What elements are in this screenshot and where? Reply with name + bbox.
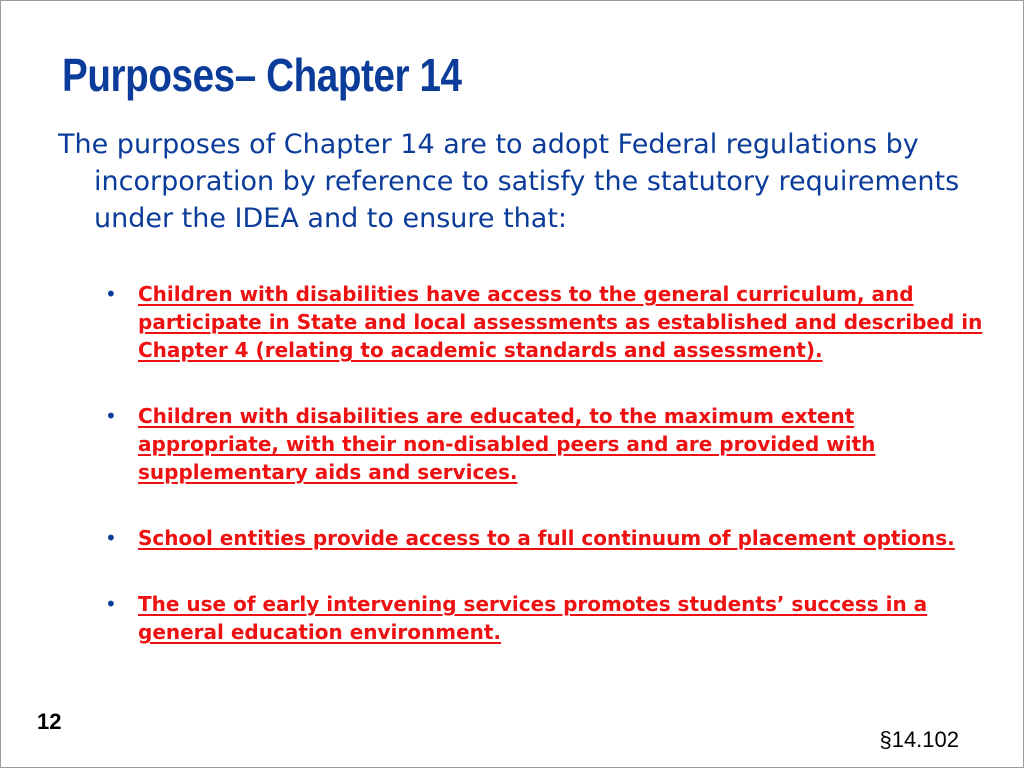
intro-paragraph: The purposes of Chapter 14 are to adopt Federal regulations by incorporation by reference to satisfy the statutory requirements under the IDEA and to ensure that: — [58, 129, 960, 234]
bullet-text: Children with disabilities have access to the general curriculum, and participate in State and local assessments as established and described in Chapter 4 (relating to academic standards and assessment). — [138, 282, 983, 362]
bullet-text: Children with disabilities are educated, to the maximum extent appropriate, with their non-disabled peers and are provided with supplementary aids and services. — [138, 404, 876, 484]
bullet-text: The use of early intervening services promotes students’ success in a general education environment. — [138, 592, 928, 644]
bullet-dot-icon: • — [105, 404, 117, 428]
bullet-item — [105, 402, 985, 486]
slide-title: Purposes– Chapter 14 — [62, 49, 462, 101]
page-number: 12 — [37, 709, 62, 734]
bullet-dot-icon: • — [105, 592, 117, 616]
bullet-item — [105, 280, 985, 364]
bullet-item — [105, 524, 985, 552]
bullet-dot-icon: • — [105, 526, 117, 550]
bullet-list — [105, 280, 985, 646]
bullet-dot-icon: • — [105, 282, 117, 306]
bullet-text: School entities provide access to a full continuum of placement options. — [138, 526, 955, 550]
citation-label: §14.102 — [879, 727, 959, 752]
bullet-item — [105, 590, 985, 646]
